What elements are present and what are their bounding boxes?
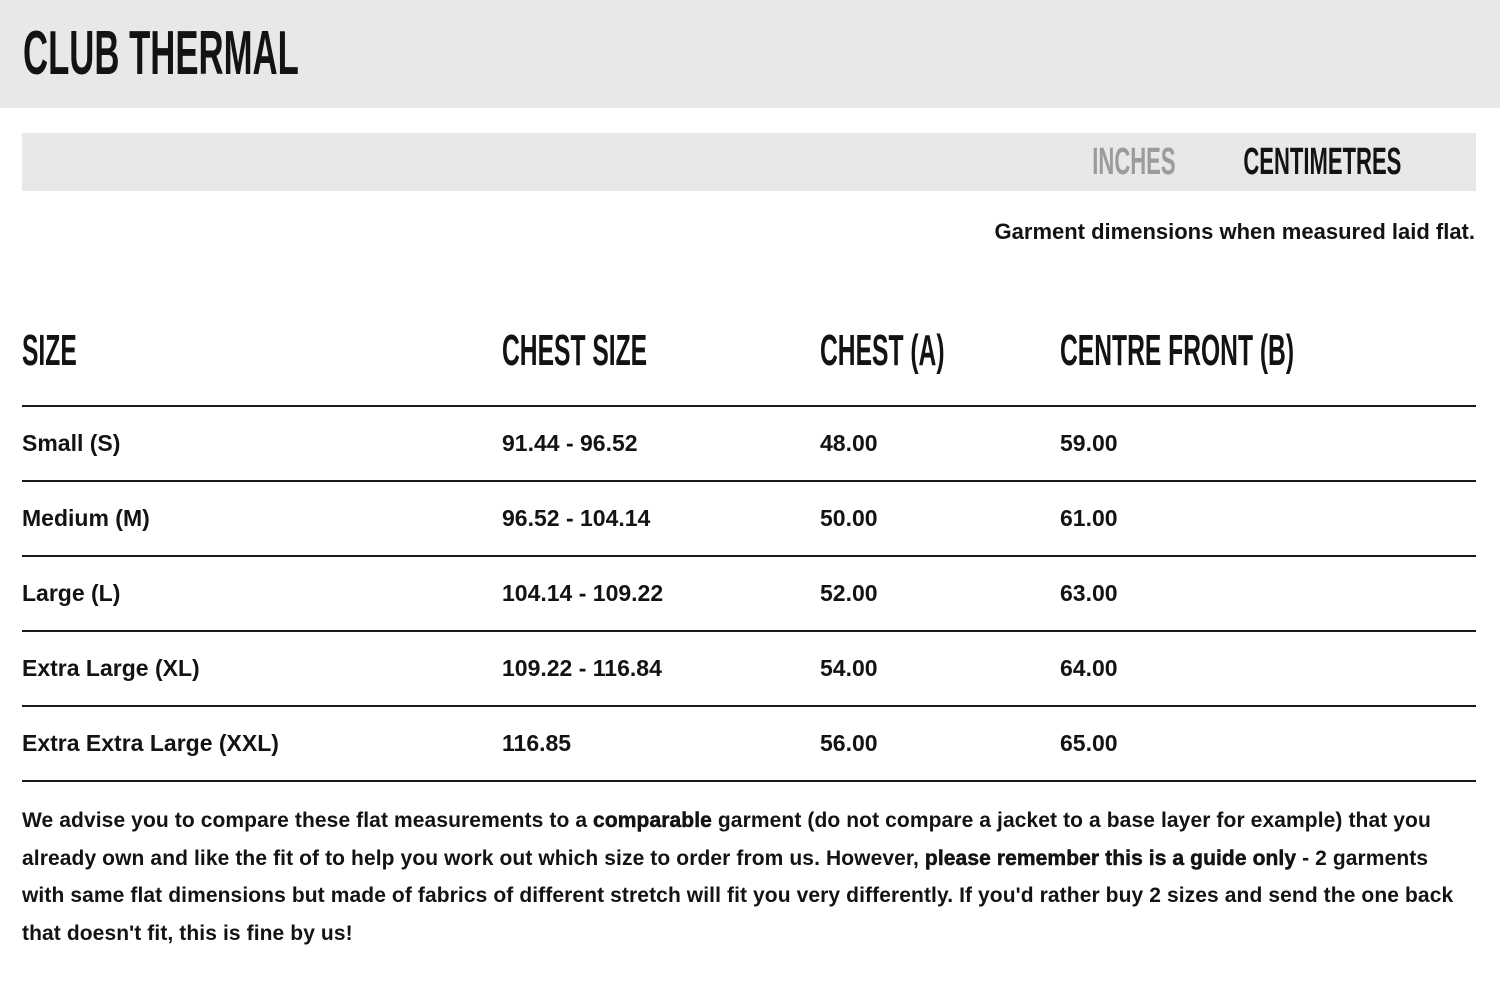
size-table [22,245,1476,782]
chest-size-value: 91.44 - 96.52 [502,430,638,456]
advice-segment-bold: please remember this is a guide only [924,846,1297,870]
chest-a-value: 48.00 [820,430,878,456]
column-header-size: SIZE [22,326,77,375]
table-row [22,707,1476,782]
measurement-note: Garment dimensions when measured laid flat. [994,219,1475,244]
chest-a-value: 56.00 [820,730,878,756]
chest-a-value: 54.00 [820,655,878,681]
chest-size-value: 109.22 - 116.84 [502,655,662,681]
centre-front-b-value: 59.00 [1060,430,1118,456]
unit-toggle-bar [22,133,1476,191]
unit-toggle-centimetres[interactable]: CENTIMETRES [1243,141,1401,183]
centre-front-b-value: 63.00 [1060,580,1118,606]
chest-size-value: 116.85 [502,730,572,756]
sizing-advice-paragraph [22,802,1474,952]
size-label: Small (S) [22,430,121,456]
table-row [22,482,1476,557]
column-header-centre-front-b: CENTRE FRONT (B) [1060,326,1295,375]
chest-size-value: 104.14 - 109.22 [502,580,664,606]
column-header-chest-size: CHEST SIZE [502,326,648,375]
column-header-chest-a: CHEST (A) [820,326,945,375]
chest-size-value: 96.52 - 104.14 [502,505,651,531]
size-label: Extra Large (XL) [22,655,200,681]
unit-toggle-inches[interactable]: INCHES [1092,141,1176,183]
advice-segment: - 2 garments with same flat dimensions but made of fabrics of different stretch will fit you very differently. If you'd rather buy 2 sizes and send the one back that doesn't fit, this is fine by us! [22,846,1454,945]
size-table-header-row [22,245,1476,407]
advice-segment: We advise you to compare these flat measurements to a [22,809,594,832]
centre-front-b-value: 65.00 [1060,730,1118,756]
centre-front-b-value: 64.00 [1060,655,1118,681]
centre-front-b-value: 61.00 [1060,505,1118,531]
page-title: CLUB THERMAL [23,19,299,88]
header-band [0,0,1500,108]
table-row [22,557,1476,632]
size-label: Extra Extra Large (XXL) [22,730,279,756]
advice-segment: garment (do not compare a jacket to a base layer for example) that you already own and like the fit of to help you work out which size to order from us. However, [22,809,1431,870]
chest-a-value: 52.00 [820,580,878,606]
size-label: Large (L) [22,580,121,606]
size-label: Medium (M) [22,505,150,531]
chest-a-value: 50.00 [820,505,878,531]
table-row [22,632,1476,707]
table-row [22,407,1476,482]
advice-segment-bold: comparable [593,809,712,832]
